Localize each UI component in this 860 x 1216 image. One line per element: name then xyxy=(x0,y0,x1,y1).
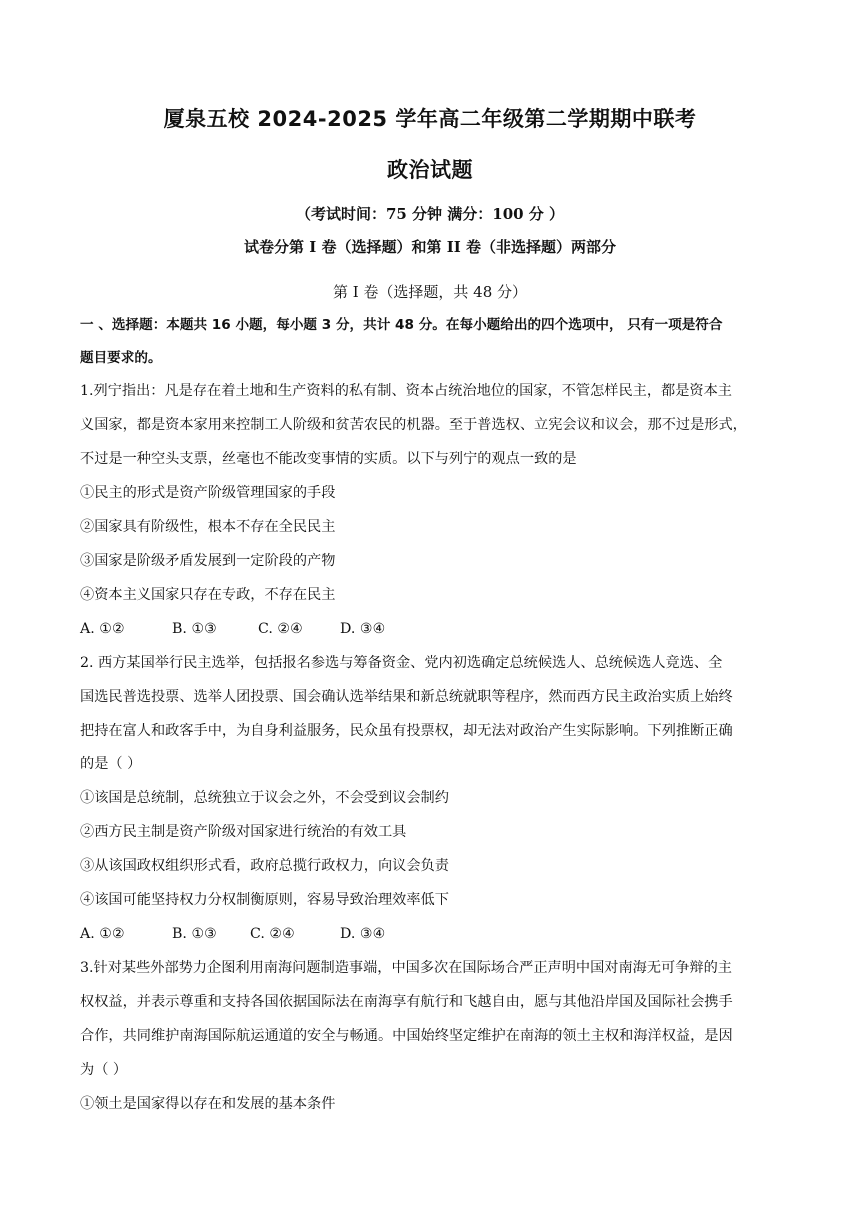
option-d[interactable]: D. ③④ xyxy=(340,621,386,637)
question-text-line: 的是（ ） xyxy=(80,756,142,772)
option-c[interactable]: C. ②④ xyxy=(250,926,295,942)
question-text-line: 为（ ） xyxy=(80,1062,128,1078)
exam-title: 厦泉五校 2024-2025 学年高二年级第二学期期中联考 xyxy=(163,107,697,131)
question-text-line: 1.列宁指出：凡是存在着土地和生产资料的私有制、资本占统治地位的国家，不管怎样民主，都是资本主 xyxy=(80,383,732,399)
paper-note: 试卷分第 I 卷（选择题）和第 II 卷（非选择题）两部分 xyxy=(244,238,616,256)
part1-instruction: 一 、选择题：本题共 16 小题，每小题 3 分，共计 48 分。在每小题给出的四个选项中， 只有一项是符合 xyxy=(80,317,723,333)
statement-item: ③从该国政权组织形式看，政府总揽行政权力，向议会负责 xyxy=(80,858,449,874)
option-b[interactable]: B. ①③ xyxy=(172,926,217,942)
part1-heading: 第 I 卷（选择题，共 48 分） xyxy=(332,283,528,301)
option-b[interactable]: B. ①③ xyxy=(172,621,217,637)
statement-item: ①领土是国家得以存在和发展的基本条件 xyxy=(80,1096,336,1112)
statement-item: ①该国是总统制，总统独立于议会之外，不会受到议会制约 xyxy=(80,790,449,806)
statement-item: ②国家具有阶级性，根本不存在全民民主 xyxy=(80,519,336,535)
statement-item: ④资本主义国家只存在专政，不存在民主 xyxy=(80,587,336,603)
answer-options xyxy=(80,619,780,639)
question-text-line: 不过是一种空头支票，丝毫也不能改变事情的实质。以下与列宁的观点一致的是 xyxy=(80,451,577,467)
option-a[interactable]: A. ①② xyxy=(80,926,125,942)
question-text-line: 权权益，并表示尊重和支持各国依据国际法在南海享有航行和飞越自由，愿与其他沿岸国及国际社会携手 xyxy=(80,994,733,1010)
exam-info: （考试时间：75 分钟 满分：100 分 ） xyxy=(295,205,565,223)
statement-item: ③国家是阶级矛盾发展到一定阶段的产物 xyxy=(80,553,336,569)
subject-title: 政治试题 xyxy=(387,158,473,182)
part1-instruction-cont: 题目要求的。 xyxy=(80,350,162,366)
question-text-line: 国选民普选投票、选举人团投票、国会确认选举结果和新总统就职等程序，然而西方民主政治实质上始终 xyxy=(80,689,733,705)
question-text-line: 2. 西方某国举行民主选举，包括报名参选与筹备资金、党内初选确定总统候选人、总统候选人竞选、全 xyxy=(80,655,723,671)
question-text-line: 把持在富人和政客手中，为自身利益服务，民众虽有投票权，却无法对政治产生实际影响。下列推断正确 xyxy=(80,723,733,739)
statement-item: ④该国可能坚持权力分权制衡原则，容易导致治理效率低下 xyxy=(80,892,449,908)
statement-item: ①民主的形式是资产阶级管理国家的手段 xyxy=(80,485,336,501)
question-text-line: 义国家，都是资本家用来控制工人阶级和贫苦农民的机器。至于普选权、立宪会议和议会，那不过是形式， xyxy=(80,417,747,433)
option-c[interactable]: C. ②④ xyxy=(258,621,303,637)
answer-options xyxy=(80,924,780,944)
option-a[interactable]: A. ①② xyxy=(80,621,125,637)
statement-item: ②西方民主制是资产阶级对国家进行统治的有效工具 xyxy=(80,824,407,840)
question-text-line: 3.针对某些外部势力企图利用南海问题制造事端，中国多次在国际场合严正声明中国对南海无可争辩的主 xyxy=(80,960,732,976)
question-text-line: 合作，共同维护南海国际航运通道的安全与畅通。中国始终坚定维护在南海的领土主权和海洋权益，是因 xyxy=(80,1028,733,1044)
option-d[interactable]: D. ③④ xyxy=(340,926,386,942)
